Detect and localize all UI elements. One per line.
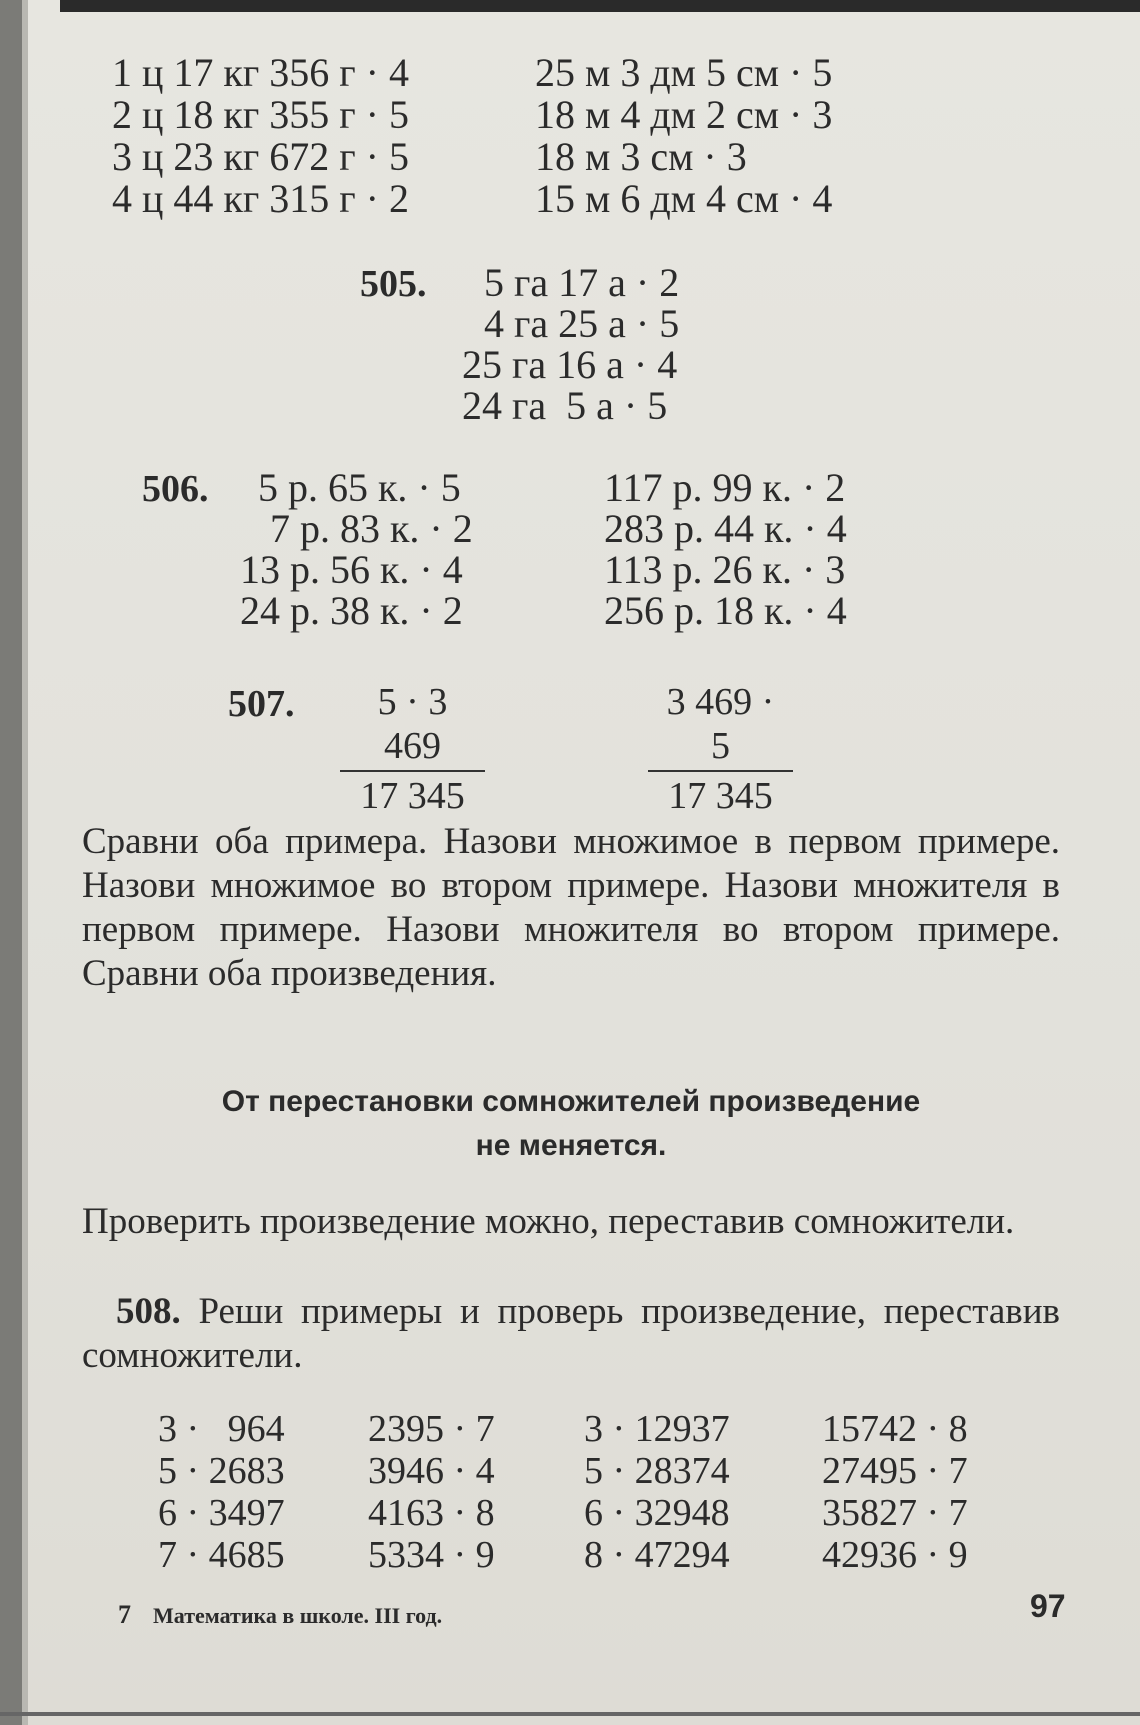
multiplication-column-first: [340, 680, 485, 818]
exercise-508-label: 508.: [116, 1291, 181, 1332]
binding-shadow: [22, 0, 28, 1725]
example-cell: 7 · 4685: [158, 1534, 285, 1576]
exercise-505-label: 505.: [360, 263, 427, 305]
example-cell: 5 · 2683: [158, 1450, 285, 1492]
example-cell: 8 · 47294: [584, 1534, 730, 1576]
example-cell: 27495 · 7: [822, 1450, 968, 1492]
money-line: 117 р. 99 к. · 2: [604, 465, 846, 510]
rule-heading: [82, 1080, 1060, 1168]
page-number: 97: [1030, 1588, 1066, 1624]
example-cell: 3946 · 4: [368, 1450, 495, 1492]
top-edge: [60, 0, 1140, 12]
signature-line: [118, 1600, 442, 1630]
example-cell: 5 · 28374: [584, 1450, 730, 1492]
product: 17 345: [360, 775, 465, 817]
example-cell: 6 · 32948: [584, 1492, 730, 1534]
money-line: 13 р. 56 к. · 4: [240, 547, 463, 592]
binding-edge: [0, 0, 22, 1725]
exercise-507-label: 507.: [228, 683, 295, 725]
money-line: 256 р. 18 к. · 4: [604, 588, 847, 633]
exercise-508: [82, 1290, 1060, 1378]
exercise-505-item: 4 га 25 а · 5: [484, 301, 680, 346]
example-cell: 42936 · 9: [822, 1534, 968, 1576]
signature-number: 7: [118, 1600, 131, 1629]
exercise-506-label: 506.: [142, 468, 209, 510]
bottom-edge: [0, 1712, 1140, 1716]
mass-line: 1 ц 17 кг 356 г · 4: [112, 50, 409, 95]
example-cell: 3 · 12937: [584, 1408, 730, 1450]
length-line: 15 м 6 дм 4 см · 4: [535, 176, 833, 221]
length-line: 18 м 3 см · 3: [535, 134, 747, 179]
example-cell: 6 · 3497: [158, 1492, 285, 1534]
rule-line: От перестановки сомножителей произведение: [221, 1085, 921, 1118]
money-line: 283 р. 44 к. · 4: [604, 506, 847, 551]
example-cell: 2395 · 7: [368, 1408, 495, 1450]
rule-line: не меняется.: [475, 1129, 667, 1162]
expression: 3 469 · 5: [648, 680, 793, 772]
mass-line: 3 ц 23 кг 672 г · 5: [112, 134, 409, 179]
exercise-505-item: 5 га 17 а · 2: [484, 260, 680, 305]
length-line: 25 м 3 дм 5 см · 5: [535, 50, 833, 95]
money-line: 24 р. 38 к. · 2: [240, 588, 463, 633]
exercise-508-text: Реши примеры и проверь произведение, переставив сомножители.: [82, 1291, 1060, 1376]
check-paragraph: Проверить произведение можно, переставив сомножители.: [82, 1201, 1015, 1242]
example-cell: 5334 · 9: [368, 1534, 495, 1576]
expression: 5 · 3 469: [340, 680, 485, 772]
mass-line: 4 ц 44 кг 315 г · 2: [112, 176, 409, 221]
example-cell: 3 · 964: [158, 1408, 285, 1450]
money-line: 5 р. 65 к. · 5: [258, 465, 461, 510]
example-cell: 15742 · 8: [822, 1408, 968, 1450]
money-line: 113 р. 26 к. · 3: [604, 547, 846, 592]
multiplication-column-second: [648, 680, 793, 818]
signature-text: Математика в школе. III год.: [153, 1603, 443, 1628]
example-cell: 35827 · 7: [822, 1492, 968, 1534]
length-line: 18 м 4 дм 2 см · 3: [535, 92, 833, 137]
instruction-paragraph: Сравни оба примера. Назови множимое в первом примере. Назови множимое во втором примере. Назови множителя в первом примере. Назови множителя во втором примере. Сравни оба произведения.: [82, 821, 1060, 994]
product: 17 345: [668, 775, 773, 817]
example-cell: 4163 · 8: [368, 1492, 495, 1534]
exercise-505-item: 24 га 5 а · 5: [462, 383, 668, 428]
money-line: 7 р. 83 к. · 2: [270, 506, 473, 551]
exercise-505-item: 25 га 16 а · 4: [462, 342, 678, 387]
mass-line: 2 ц 18 кг 355 г · 5: [112, 92, 409, 137]
